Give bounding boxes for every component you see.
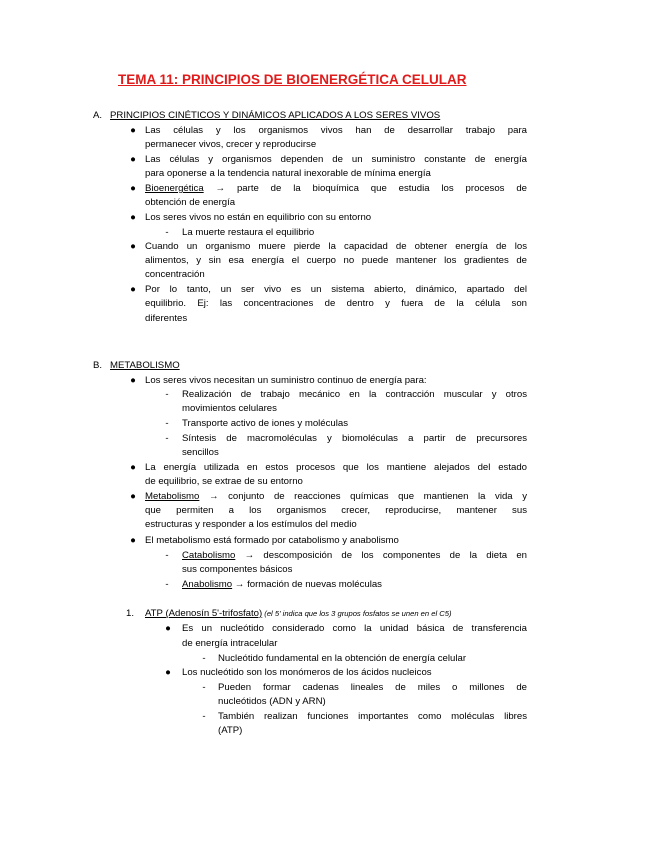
- bullet-icon: ●: [165, 623, 171, 634]
- b-bullet3-line3: estructuras y responder a los estímulos del medio: [145, 519, 357, 530]
- b-bullet4: El metabolismo está formado por catabolismo y anabolismo: [145, 535, 399, 546]
- bullet-icon: ●: [130, 241, 136, 252]
- dash-icon: -: [165, 418, 169, 429]
- bullet-icon: ●: [130, 491, 136, 502]
- b-bullet2-line1: La energía utilizada en estos procesos que los mantiene alejados del estado: [145, 462, 527, 473]
- dash-icon: -: [202, 711, 206, 722]
- a-bullet5-line1: Cuando un organismo muere pierde la capacidad de obtener energía de los: [145, 241, 527, 252]
- item1-bullet1-sub: Nucleótido fundamental en la obtención de energía celular: [218, 653, 467, 664]
- dash-icon: -: [165, 550, 169, 561]
- bullet-icon: ●: [130, 212, 136, 223]
- b-bullet1-sub1-line1: Realización de trabajo mecánico en la contracción muscular y otros: [182, 389, 527, 400]
- bullet-icon: ●: [130, 154, 136, 165]
- dash-icon: -: [165, 579, 169, 590]
- b-bullet2-line2: de equilibrio, se extrae de su entorno: [145, 476, 303, 487]
- b-bullet3-line2: que permiten a los organismos crecer, reproducirse, mantener sus: [145, 505, 527, 516]
- a-bullet5-line3: concentración: [145, 269, 205, 280]
- section-a-heading: PRINCIPIOS CINÉTICOS Y DINÁMICOS APLICADOS A LOS SERES VIVOS: [110, 110, 441, 121]
- term-metabolismo: Metabolismo: [145, 491, 200, 502]
- item1-bullet2: Los nucleótido son los monómeros de los ácidos nucleicos: [182, 667, 432, 678]
- a-bullet1-line1: Las células y los organismos vivos han de desarrollar trabajo para: [145, 125, 527, 136]
- b-bullet1-sub3-line1: Síntesis de macromoléculas y biomoléculas a partir de precursores: [182, 433, 527, 444]
- a-bullet6-line2: equilibrio. Ej: las concentraciones de dentro y fuera de la célula son: [145, 298, 527, 309]
- a-bullet1-line2: permanecer vivos, crecer y reproducirse: [145, 139, 317, 150]
- section-b-letter: B.: [93, 360, 103, 371]
- item1-bullet2-sub2-line1: También realizan funciones importantes como moléculas libres: [218, 711, 527, 722]
- dash-icon: -: [165, 227, 169, 238]
- a-bullet4: Los seres vivos no están en equilibrio con su entorno: [145, 212, 372, 223]
- item1-bullet2-sub1-line1: Pueden formar cadenas lineales de miles o millones de: [218, 682, 527, 693]
- item1-number: 1.: [126, 608, 135, 619]
- a-bullet4-sub: La muerte restaura el equilibrio: [182, 227, 315, 238]
- section-a-letter: A.: [93, 110, 103, 121]
- a-bullet6-line3: diferentes: [145, 313, 188, 324]
- b-bullet3-line1: Metabolismo → conjunto de reacciones químicas que mantienen la vida y: [145, 491, 527, 502]
- bullet-icon: ●: [130, 183, 136, 194]
- item1-bullet1-line2: de energía intracelular: [182, 638, 278, 649]
- term-anabolismo: Anabolismo: [182, 579, 233, 590]
- item1-bullet2-sub1-line2: nucleótidos (ADN y ARN): [218, 696, 326, 707]
- b-bullet1-sub2: Transporte activo de iones y moléculas: [182, 418, 349, 429]
- bullet-icon: ●: [130, 462, 136, 473]
- b-bullet1-sub3-line2: sencillos: [182, 447, 219, 458]
- a-bullet5-line2: alimentos, y sin esa energía el cuerpo no puede mantener los gradientes de: [145, 255, 527, 266]
- dash-icon: -: [165, 433, 169, 444]
- a-bullet6-line1: Por lo tanto, un ser vivo es un sistema abierto, dinámico, apartado del: [145, 284, 527, 295]
- b-bullet4-sub1-line1: Catabolismo → descomposición de los componentes de la dieta en: [182, 550, 527, 561]
- bullet-icon: ●: [130, 284, 136, 295]
- dash-icon: -: [165, 389, 169, 400]
- b-bullet4-sub2: Anabolismo → formación de nuevas moléculas: [182, 579, 382, 590]
- term-bioenergetica: Bioenergética: [145, 183, 204, 194]
- dash-icon: -: [202, 682, 206, 693]
- bullet-icon: ●: [130, 375, 136, 386]
- item1-bullet2-sub2-line2: (ATP): [218, 725, 243, 736]
- item1-bullet1-line1: Es un nucleótido considerado como la unidad básica de transferencia: [182, 623, 527, 634]
- b-bullet1-sub1-line2: movimientos celulares: [182, 403, 277, 414]
- b-bullet1: Los seres vivos necesitan un suministro continuo de energía para:: [145, 375, 427, 386]
- term-catabolismo: Catabolismo: [182, 550, 236, 561]
- a-bullet2-line1: Las células y organismos dependen de un suministro constante de energía: [145, 154, 527, 165]
- a-bullet2-line2: para oponerse a la tendencia natural inexorable de mínima energía: [145, 168, 431, 179]
- bullet-icon: ●: [165, 667, 171, 678]
- item1-heading-line: [145, 607, 452, 621]
- a-bullet3-line1: Bioenergética → parte de la bioquímica que estudia los procesos de: [145, 183, 527, 194]
- item1-heading: ATP (Adenosín 5'-trifosfato): [145, 608, 263, 619]
- a-bullet3-line2: obtención de energía: [145, 197, 236, 208]
- b-bullet4-sub1-line2: sus componentes básicos: [182, 564, 293, 575]
- bullet-icon: ●: [130, 125, 136, 136]
- item1-note: (el 5' indica que los 3 grupos fosfatos se unen en el C5): [262, 609, 452, 618]
- page-title: TEMA 11: PRINCIPIOS DE BIOENERGÉTICA CELULAR: [118, 72, 467, 87]
- dash-icon: -: [202, 653, 206, 664]
- bullet-icon: ●: [130, 535, 136, 546]
- section-b-heading: METABOLISMO: [110, 360, 180, 371]
